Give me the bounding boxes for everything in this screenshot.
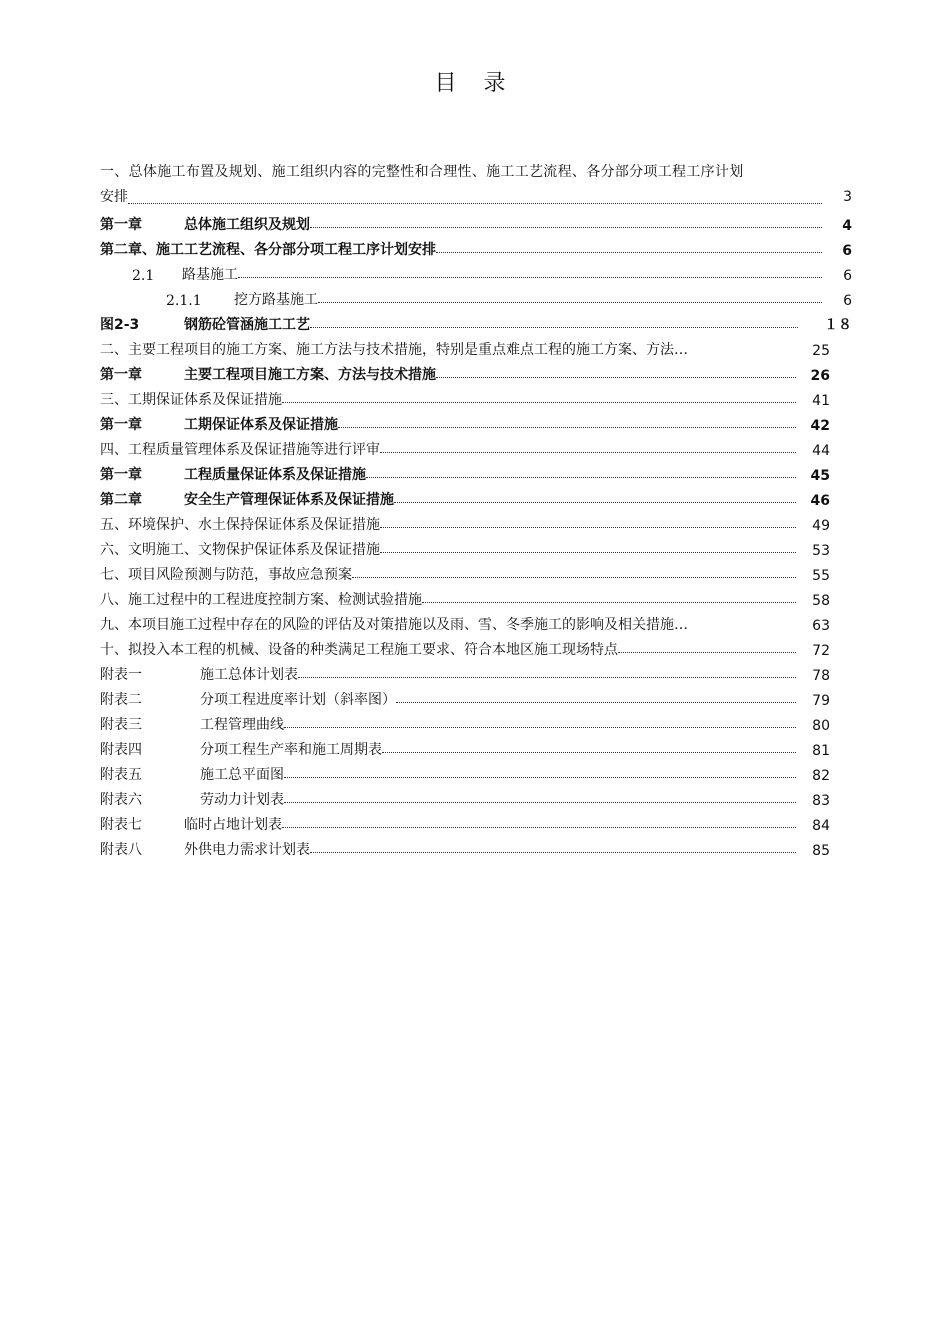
- toc-entry-number: 图2-3: [100, 317, 140, 333]
- toc-entry-text: 四、工程质量管理体系及保证措施等进行评审: [100, 442, 380, 458]
- toc-entry-text: 五、环境保护、水土保持保证体系及保证措施: [100, 517, 380, 533]
- toc-entry-text: 分项工程进度率计划（斜率图）: [200, 692, 396, 708]
- toc-page-number: 82: [812, 768, 830, 784]
- toc-leader: [310, 852, 796, 853]
- toc-entry-16[interactable]: [100, 559, 830, 584]
- toc-entry-text: 六、文明施工、文物保护保证体系及保证措施: [100, 542, 380, 558]
- toc-entry-number: 第一章: [100, 467, 142, 483]
- toc-leader: [128, 203, 822, 204]
- toc-leader: [436, 252, 822, 253]
- toc-entry-text: 第二章、施工工艺流程、各分部分项工程工序计划安排: [100, 242, 436, 258]
- toc-page-number: 85: [812, 843, 830, 859]
- toc-page-number: 83: [812, 793, 830, 809]
- toc-entry-2[interactable]: [100, 209, 852, 234]
- toc-entry-text: 安全生产管理保证体系及保证措施: [184, 492, 394, 508]
- toc-entry-number: 2.1: [132, 268, 155, 284]
- toc-entry-text: 九、本项目施工过程中存在的风险的评估及对策措施以及雨、雪、冬季施工的影响及相关措施…: [100, 617, 688, 633]
- toc-entry-26[interactable]: [100, 809, 830, 834]
- toc-leader: [282, 827, 796, 828]
- toc-entry-text-line2: 安排: [100, 189, 128, 205]
- toc-page-number: 6: [842, 243, 852, 259]
- toc-page-number: 41: [812, 393, 830, 409]
- toc-entry-4[interactable]: [100, 259, 852, 284]
- toc-entry-text: 总体施工组织及规划: [184, 217, 310, 233]
- toc-leader: [238, 277, 822, 278]
- toc-entry-12[interactable]: [100, 459, 830, 484]
- toc-entry-text: 三、工期保证体系及保证措施: [100, 392, 282, 408]
- toc-leader: [318, 302, 822, 303]
- toc-leader: [396, 702, 796, 703]
- toc-entry-22[interactable]: [100, 709, 830, 734]
- toc-entry-7[interactable]: [100, 334, 830, 359]
- toc-page-number: 26: [810, 368, 830, 384]
- toc-page-number: 84: [812, 818, 830, 834]
- toc-entry-text: 施工总平面图: [200, 767, 284, 783]
- toc-entry-text-line1: 一、总体施工布置及规划、施工组织内容的完整性和合理性、施工工艺流程、各分部分项工程工序计划: [100, 164, 744, 180]
- toc-leader: [366, 477, 796, 478]
- toc-leader: [380, 552, 796, 553]
- toc-entry-text: 施工总体计划表: [200, 667, 298, 683]
- toc-leader: [618, 652, 796, 653]
- toc-entry-11[interactable]: [100, 434, 830, 459]
- toc-entry-number: 第一章: [100, 417, 142, 433]
- toc-entry-text: 工期保证体系及保证措施: [184, 417, 338, 433]
- toc-leader: [310, 327, 798, 328]
- toc-entry-number: 第一章: [100, 367, 142, 383]
- toc-entry-number: 2.1.1: [166, 293, 202, 309]
- toc-entry-text: 主要工程项目施工方案、方法与技术措施: [184, 367, 436, 383]
- toc-entry-14[interactable]: [100, 509, 830, 534]
- toc-entry-13[interactable]: [100, 484, 830, 509]
- toc-leader: [352, 577, 796, 578]
- toc-page-number: 72: [812, 643, 830, 659]
- toc-entry-25[interactable]: [100, 784, 830, 809]
- toc-entry-6[interactable]: [100, 309, 852, 334]
- toc-entry-text: 劳动力计划表: [200, 792, 284, 808]
- toc-leader: [422, 602, 796, 603]
- toc-entry-20[interactable]: [100, 659, 830, 684]
- toc-page-number: 63: [812, 618, 830, 634]
- toc-entry-text: 工程管理曲线: [200, 717, 284, 733]
- toc-entry-number: 附表三: [100, 717, 142, 733]
- toc-page-number: 6: [843, 293, 852, 309]
- toc-entry-number: 附表二: [100, 692, 142, 708]
- toc-page-number: 78: [812, 668, 830, 684]
- toc-entry-9[interactable]: [100, 384, 830, 409]
- toc-page-number: 45: [810, 468, 830, 484]
- toc-entry-number: 附表八: [100, 842, 142, 858]
- toc-entry-24[interactable]: [100, 759, 830, 784]
- toc-entry-text: 二、主要工程项目的施工方案、施工方法与技术措施，特别是重点难点工程的施工方案、方法…: [100, 342, 688, 358]
- toc-entry-21[interactable]: [100, 684, 830, 709]
- toc-leader: [298, 677, 796, 678]
- toc-entry-text: 工程质量保证体系及保证措施: [184, 467, 366, 483]
- toc-entry-number: 附表四: [100, 742, 142, 758]
- toc-list: [100, 209, 860, 859]
- toc-entry-number: 附表一: [100, 667, 142, 683]
- toc-page-number: 81: [812, 743, 830, 759]
- toc-entry-3[interactable]: [100, 234, 852, 259]
- toc-entry-17[interactable]: [100, 584, 830, 609]
- toc-page-number: 79: [812, 693, 830, 709]
- toc-leader: [284, 802, 796, 803]
- toc-entry-number: 附表七: [100, 817, 142, 833]
- toc-entry-27[interactable]: [100, 834, 830, 859]
- toc-page-number: 46: [810, 493, 830, 509]
- toc-entry-23[interactable]: [100, 734, 830, 759]
- toc-entry-18[interactable]: [100, 609, 830, 634]
- toc-leader: [380, 527, 796, 528]
- toc-entry-text: 分项工程生产率和施工周期表: [200, 742, 382, 758]
- toc-entry-number: 附表五: [100, 767, 142, 783]
- toc-entry-5[interactable]: [100, 284, 852, 309]
- toc-entry-text: 挖方路基施工: [234, 292, 318, 308]
- toc-page-number: 25: [812, 343, 830, 359]
- toc-entry-number: 附表六: [100, 792, 142, 808]
- toc-entry-text: 十、拟投入本工程的机械、设备的种类满足工程施工要求、符合本地区施工现场特点: [100, 642, 618, 658]
- toc-title: 目 录: [434, 71, 516, 96]
- toc-entry-number: 第一章: [100, 217, 142, 233]
- toc-entry-text: 钢筋砼管涵施工工艺: [184, 317, 310, 333]
- toc-page-number: 3: [843, 189, 852, 205]
- toc-page-number: 6: [843, 268, 852, 284]
- toc-leader: [310, 227, 822, 228]
- toc-page-number: 4: [842, 218, 852, 234]
- toc-page-number: 53: [812, 543, 830, 559]
- toc-leader: [382, 752, 796, 753]
- toc-leader: [282, 402, 796, 403]
- toc-page-number: 44: [812, 443, 830, 459]
- toc-page-number: 42: [810, 418, 830, 434]
- toc-entry-text: 七、项目风险预测与防范，事故应急预案: [100, 567, 352, 583]
- toc-leader: [338, 427, 796, 428]
- toc-entry-10[interactable]: [100, 409, 830, 434]
- toc-leader: [284, 777, 796, 778]
- toc-page-number: 80: [812, 718, 830, 734]
- toc-page-number: 49: [812, 518, 830, 534]
- toc-entry-15[interactable]: [100, 534, 830, 559]
- toc-leader: [394, 502, 796, 503]
- toc-leader: [284, 727, 796, 728]
- toc-page-number: １８: [824, 317, 852, 333]
- toc-entry-19[interactable]: [100, 634, 830, 659]
- toc-page-number: 58: [812, 593, 830, 609]
- toc-leader: [380, 452, 796, 453]
- toc-entry-1[interactable]: [100, 160, 852, 210]
- toc-leader: [436, 377, 796, 378]
- toc-entry-8[interactable]: [100, 359, 830, 384]
- toc-page-number: 55: [812, 568, 830, 584]
- toc-entry-text: 外供电力需求计划表: [184, 842, 310, 858]
- toc-entry-text: 路基施工: [182, 267, 238, 283]
- toc-entry-text: 临时占地计划表: [184, 817, 282, 833]
- toc-entry-text: 八、施工过程中的工程进度控制方案、检测试验措施: [100, 592, 422, 608]
- toc-entry-number: 第二章: [100, 492, 142, 508]
